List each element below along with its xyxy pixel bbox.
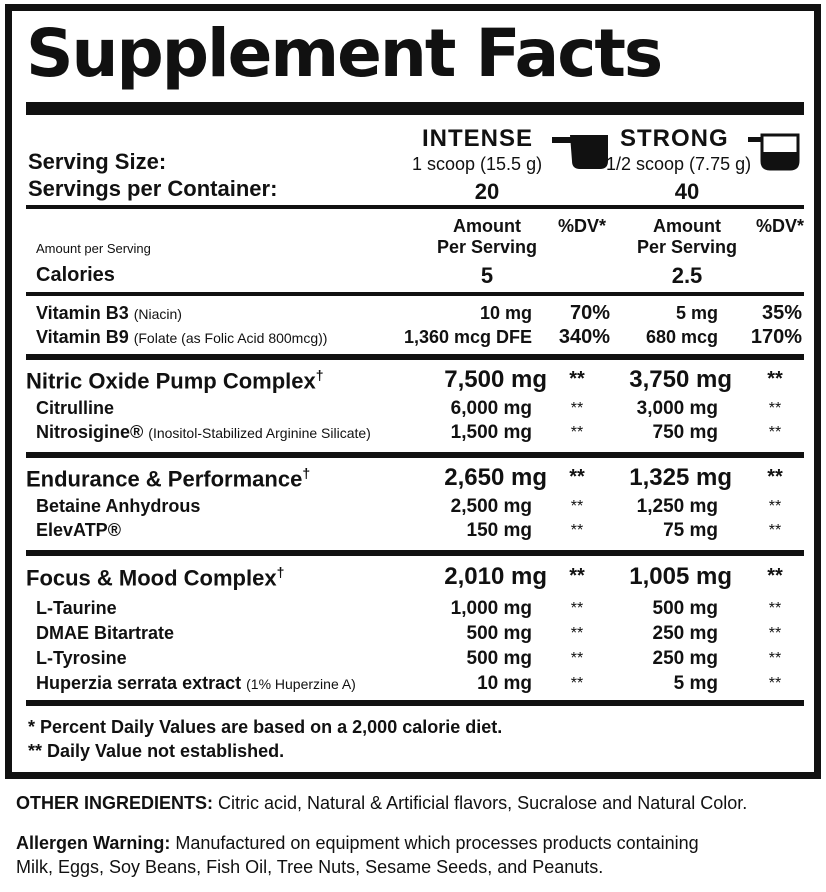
blend-name: Endurance & Performance xyxy=(26,466,303,492)
intense-scoop: 1 scoop (15.5 g) xyxy=(412,154,543,174)
ingredient-amount-strong: 3,000 mg xyxy=(636,398,718,419)
amount-header-intense: Amount xyxy=(453,216,521,236)
amount-per-serving-label: Amount per Serving xyxy=(36,241,151,256)
dagger-mark: † xyxy=(315,367,324,383)
blend-amount-strong: 1,325 mg xyxy=(629,464,732,491)
blend-amount-strong: 1,005 mg xyxy=(629,563,732,590)
blend-dv-intense: ** xyxy=(569,565,585,587)
dagger-mark: † xyxy=(276,564,285,580)
calories-intense: 5 xyxy=(480,263,494,288)
ingredient-dv-intense: ** xyxy=(570,400,584,417)
rule xyxy=(26,452,804,458)
ingredient-name: Huperzia serrata extract xyxy=(36,673,242,693)
dv-footnote: * Percent Daily Values are based on a 2,000 calorie diet. xyxy=(28,717,503,737)
ingredient-detail: (1% Huperzine A) xyxy=(246,676,356,692)
rule xyxy=(26,354,804,360)
blend-dv-strong: ** xyxy=(767,368,783,390)
calories-strong: 2.5 xyxy=(671,263,703,288)
strong-servings: 40 xyxy=(674,179,700,204)
blend-amount-intense: 7,500 mg xyxy=(444,366,547,393)
ingredient-name: ElevATP® xyxy=(36,520,121,540)
ingredient-amount-intense: 150 mg xyxy=(466,520,532,541)
ingredient-name: L-Taurine xyxy=(36,598,117,618)
per-serving-header-strong: Per Serving xyxy=(636,237,738,257)
ingredient-amount-strong: 5 mg xyxy=(673,673,718,694)
supplement-facts-panel xyxy=(5,4,821,779)
vitamin-name: Vitamin B9 xyxy=(36,327,129,347)
ingredient-name: L-Tyrosine xyxy=(36,648,127,668)
blend-name: Nitric Oxide Pump Complex xyxy=(26,368,316,394)
ingredient-dv-strong: ** xyxy=(768,675,782,692)
ingredient-amount-intense: 1,000 mg xyxy=(450,598,532,619)
ingredient-amount-intense: 10 mg xyxy=(477,673,532,694)
dv-header-intense: %DV* xyxy=(557,216,606,236)
dv-header-strong: %DV* xyxy=(755,216,804,236)
ingredient-amount-strong: 250 mg xyxy=(652,623,718,644)
strong-scoop: 1/2 scoop (7.75 g) xyxy=(606,154,752,174)
per-serving-header-intense: Per Serving xyxy=(436,237,538,257)
ingredient-amount-intense: 1,500 mg xyxy=(450,422,532,443)
title-rule xyxy=(26,102,804,115)
blend-amount-strong: 3,750 mg xyxy=(629,366,732,393)
ingredient-dv-strong: ** xyxy=(768,625,782,642)
vitamin-amount-strong: 680 mcg xyxy=(645,327,718,347)
rule xyxy=(26,700,804,706)
ingredient-name: Betaine Anhydrous xyxy=(36,496,201,516)
vitamin-amount-intense: 1,360 mcg DFE xyxy=(403,327,532,347)
blend-amount-intense: 2,650 mg xyxy=(444,464,547,491)
ingredient-dv-intense: ** xyxy=(570,600,584,617)
rule xyxy=(26,550,804,556)
ingredient-amount-strong: 75 mg xyxy=(663,520,718,541)
blend-dv-strong: ** xyxy=(767,565,783,587)
ingredient-dv-strong: ** xyxy=(768,498,782,515)
vitamin-dv-strong: 170% xyxy=(750,326,802,348)
strong-label: STRONG xyxy=(620,125,729,152)
half-scoop-icon xyxy=(748,131,804,173)
ingredient-amount-intense: 6,000 mg xyxy=(450,398,532,419)
allergen-line2: Milk, Eggs, Soy Beans, Fish Oil, Tree Nuts, Sesame Seeds, and Peanuts. xyxy=(16,857,604,877)
allergen-line1: Manufactured on equipment which processes products containing xyxy=(175,833,699,853)
ingredient-amount-strong: 1,250 mg xyxy=(636,496,718,517)
ingredient-dv-strong: ** xyxy=(768,600,782,617)
other-ingredients-label: OTHER INGREDIENTS: xyxy=(16,793,214,813)
other-ingredients-text: Citric acid, Natural & Artificial flavors, Sucralose and Natural Color. xyxy=(218,793,748,813)
ingredient-detail: (Inositol-Stabilized Arginine Silicate) xyxy=(148,425,371,441)
servings-per-container-label: Servings per Container: xyxy=(28,176,278,201)
vitamin-dv-strong: 35% xyxy=(761,302,802,324)
dagger-mark: † xyxy=(302,465,311,481)
amount-header-strong: Amount xyxy=(653,216,721,236)
blend-dv-intense: ** xyxy=(569,466,585,488)
ingredient-name: Citrulline xyxy=(36,398,115,418)
ingredient-amount-strong: 500 mg xyxy=(652,598,718,619)
ingredient-amount-intense: 500 mg xyxy=(466,648,532,669)
full-scoop-icon xyxy=(552,131,612,171)
not-established-footnote: ** Daily Value not established. xyxy=(28,741,285,761)
ingredient-name: DMAE Bitartrate xyxy=(36,623,175,643)
intense-servings: 20 xyxy=(474,179,500,204)
ingredient-dv-strong: ** xyxy=(768,400,782,417)
ingredient-amount-strong: 750 mg xyxy=(652,422,718,443)
allergen-label: Allergen Warning: xyxy=(16,833,171,853)
ingredient-dv-intense: ** xyxy=(570,625,584,642)
ingredient-dv-intense: ** xyxy=(570,498,584,515)
rule xyxy=(26,205,804,209)
blend-name: Focus & Mood Complex xyxy=(26,565,277,591)
ingredient-dv-intense: ** xyxy=(570,424,584,441)
other-ingredients xyxy=(16,794,747,812)
ingredient-dv-intense: ** xyxy=(570,650,584,667)
ingredient-name: Nitrosigine® xyxy=(36,422,144,442)
blend-dv-strong: ** xyxy=(767,466,783,488)
allergen-warning xyxy=(16,834,699,852)
ingredient-dv-strong: ** xyxy=(768,522,782,539)
ingredient-dv-intense: ** xyxy=(570,675,584,692)
intense-label: INTENSE xyxy=(422,125,534,152)
rule xyxy=(26,292,804,296)
ingredient-dv-strong: ** xyxy=(768,424,782,441)
vitamin-detail: (Niacin) xyxy=(133,306,182,322)
vitamin-dv-intense: 70% xyxy=(569,302,610,324)
blend-dv-intense: ** xyxy=(569,368,585,390)
blend-amount-intense: 2,010 mg xyxy=(444,563,547,590)
serving-size-label: Serving Size: xyxy=(28,149,167,174)
panel-title: Supplement Facts xyxy=(26,15,662,92)
ingredient-dv-strong: ** xyxy=(768,650,782,667)
vitamin-amount-intense: 10 mg xyxy=(479,303,532,323)
ingredient-amount-intense: 500 mg xyxy=(466,623,532,644)
ingredient-amount-intense: 2,500 mg xyxy=(450,496,532,517)
vitamin-detail: (Folate (as Folic Acid 800mcg)) xyxy=(133,330,328,346)
vitamin-dv-intense: 340% xyxy=(558,326,610,348)
vitamin-amount-strong: 5 mg xyxy=(675,303,718,323)
ingredient-dv-intense: ** xyxy=(570,522,584,539)
ingredient-amount-strong: 250 mg xyxy=(652,648,718,669)
calories-label: Calories xyxy=(36,264,115,286)
vitamin-name: Vitamin B3 xyxy=(36,303,129,323)
